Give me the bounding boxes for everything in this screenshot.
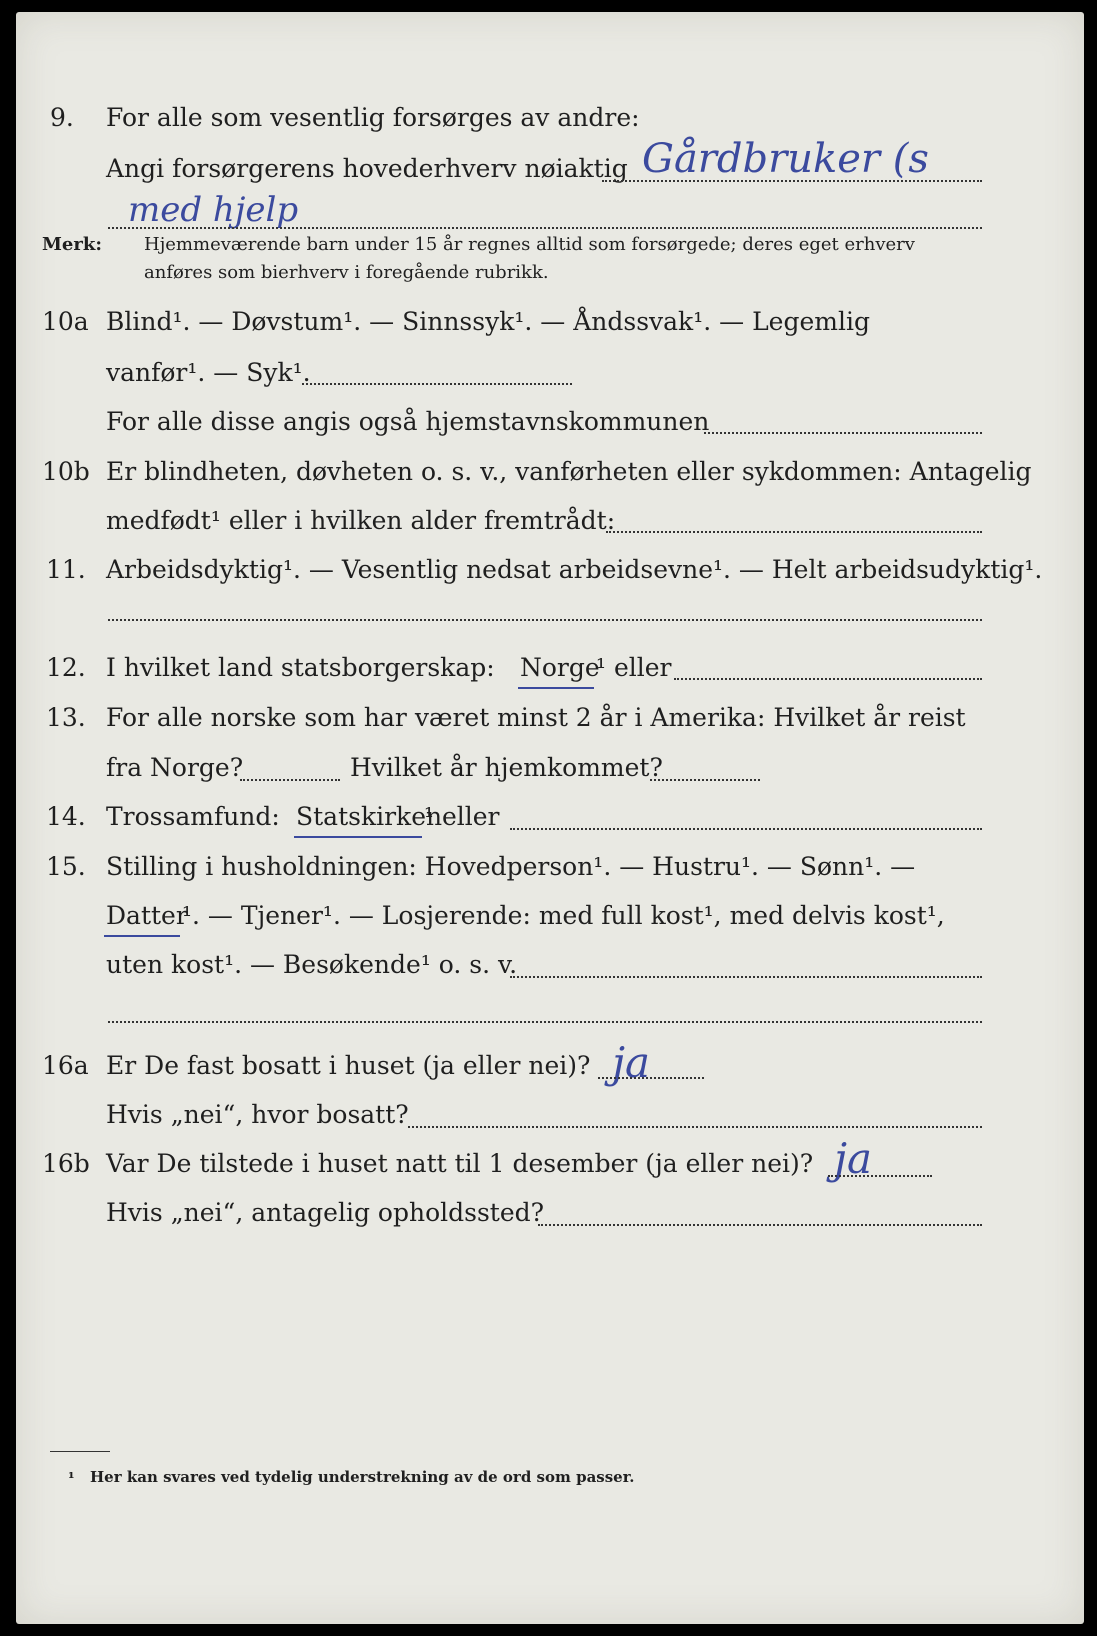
q16b-line1: Var De tilstede i huset natt til 1 desember (ja eller nei)? (106, 1149, 814, 1178)
census-form-page (16, 12, 1084, 1624)
q16b-answer-line (828, 1175, 932, 1177)
q16a-answer: ja (612, 1038, 651, 1087)
q10a-hjemstavn-line (704, 432, 982, 434)
q12-line1-post: ¹ eller (596, 653, 672, 682)
q10a-line1: Blind¹. — Døvstum¹. — Sinnssyk¹. — Åndssvak¹. — Legemlig (106, 307, 870, 336)
q9-number: 9. (50, 103, 74, 132)
q16a-line1: Er De fast bosatt i huset (ja eller nei)? (106, 1051, 591, 1080)
q10b-alder-line (606, 531, 982, 533)
q16a-line2: Hvis „nei“, hvor bosatt? (106, 1100, 409, 1129)
footnote-text: Her kan svares ved tydelig understrekning av de ord som passer. (90, 1468, 635, 1486)
q15-line2-post: ¹. — Tjener¹. — Losjerende: med full kost¹, med delvis kost¹, (182, 901, 945, 930)
q15-answer-line2 (108, 1021, 982, 1023)
merk-line2: anføres som bierhverv i foregående rubrikk. (144, 262, 549, 283)
q9-line1: For alle som vesentlig forsørges av andre: (106, 103, 640, 132)
q16b-answer: ja (834, 1134, 873, 1183)
q13-line2a: fra Norge? (106, 753, 244, 782)
q11-answer-line (108, 619, 982, 621)
q16a-bosatt-line (408, 1126, 982, 1128)
q14-statskirken-underline (294, 836, 422, 838)
q9-line2: Angi forsørgerens hovederhverv nøiaktig (106, 154, 628, 183)
merk-line1: Hjemmeværende barn under 15 år regnes alltid som forsørgede; deres eget erhverv (144, 234, 915, 255)
merk-label: Merk: (42, 234, 102, 255)
q16a-answer-line (598, 1077, 704, 1079)
q14-pre: Trossamfund: (106, 802, 280, 831)
q12-norge: Norge (520, 653, 600, 682)
q16b-opholdssted-line (538, 1224, 982, 1226)
q11-number: 11. (46, 555, 86, 584)
q16b-line2: Hvis „nei“, antagelig opholdssted? (106, 1198, 545, 1227)
q14-post: ¹ eller (424, 802, 500, 831)
q12-line1-pre: I hvilket land statsborgerskap: (106, 653, 495, 682)
q15-line3: uten kost¹. — Besøkende¹ o. s. v. (106, 950, 518, 979)
q11-line1: Arbeidsdyktig¹. — Vesentlig nedsat arbeidsevne¹. — Helt arbeidsudyktig¹. (106, 555, 1043, 584)
q13-number: 13. (46, 703, 86, 732)
q15-line1: Stilling i husholdningen: Hovedperson¹. — Hustru¹. — Sønn¹. — (106, 852, 916, 881)
q13-line2b: Hvilket år hjemkommet? (350, 753, 663, 782)
q10a-line2: vanfør¹. — Syk¹. (106, 358, 311, 387)
q13-reist-line (240, 779, 340, 781)
q12-number: 12. (46, 653, 86, 682)
q16b-number: 16b (42, 1149, 90, 1178)
q12-norge-underline (518, 687, 594, 689)
q9-answer2: med hjelp (128, 190, 299, 230)
q10a-number: 10a (42, 307, 89, 336)
q15-datter: Datter (106, 901, 188, 930)
q15-number: 15. (46, 852, 86, 881)
q10a-syk-line (302, 383, 572, 385)
q12-answer-line (674, 678, 982, 680)
q9-answer-line2 (108, 227, 982, 229)
q13-hjemkommet-line (650, 779, 760, 781)
q13-line1: For alle norske som har været minst 2 år i Amerika: Hvilket år reist (106, 703, 966, 732)
q10b-line2: medfødt¹ eller i hvilken alder fremtrådt: (106, 506, 616, 535)
footnote-rule (50, 1451, 110, 1452)
q9-answer1: Gårdbruker (s (642, 136, 929, 182)
q10b-line1: Er blindheten, døvheten o. s. v., vanførheten eller sykdommen: Antagelig (106, 457, 1032, 486)
q10b-number: 10b (42, 457, 90, 486)
q16a-number: 16a (42, 1051, 89, 1080)
footnote-marker: ¹ (68, 1469, 75, 1487)
q14-number: 14. (46, 802, 86, 831)
q15-answer-line1 (510, 976, 982, 978)
q14-statskirken: Statskirken (296, 802, 443, 831)
q10a-line3: For alle disse angis også hjemstavnskommunen (106, 407, 710, 436)
q15-datter-underline (104, 935, 180, 937)
q14-answer-line (510, 828, 982, 830)
